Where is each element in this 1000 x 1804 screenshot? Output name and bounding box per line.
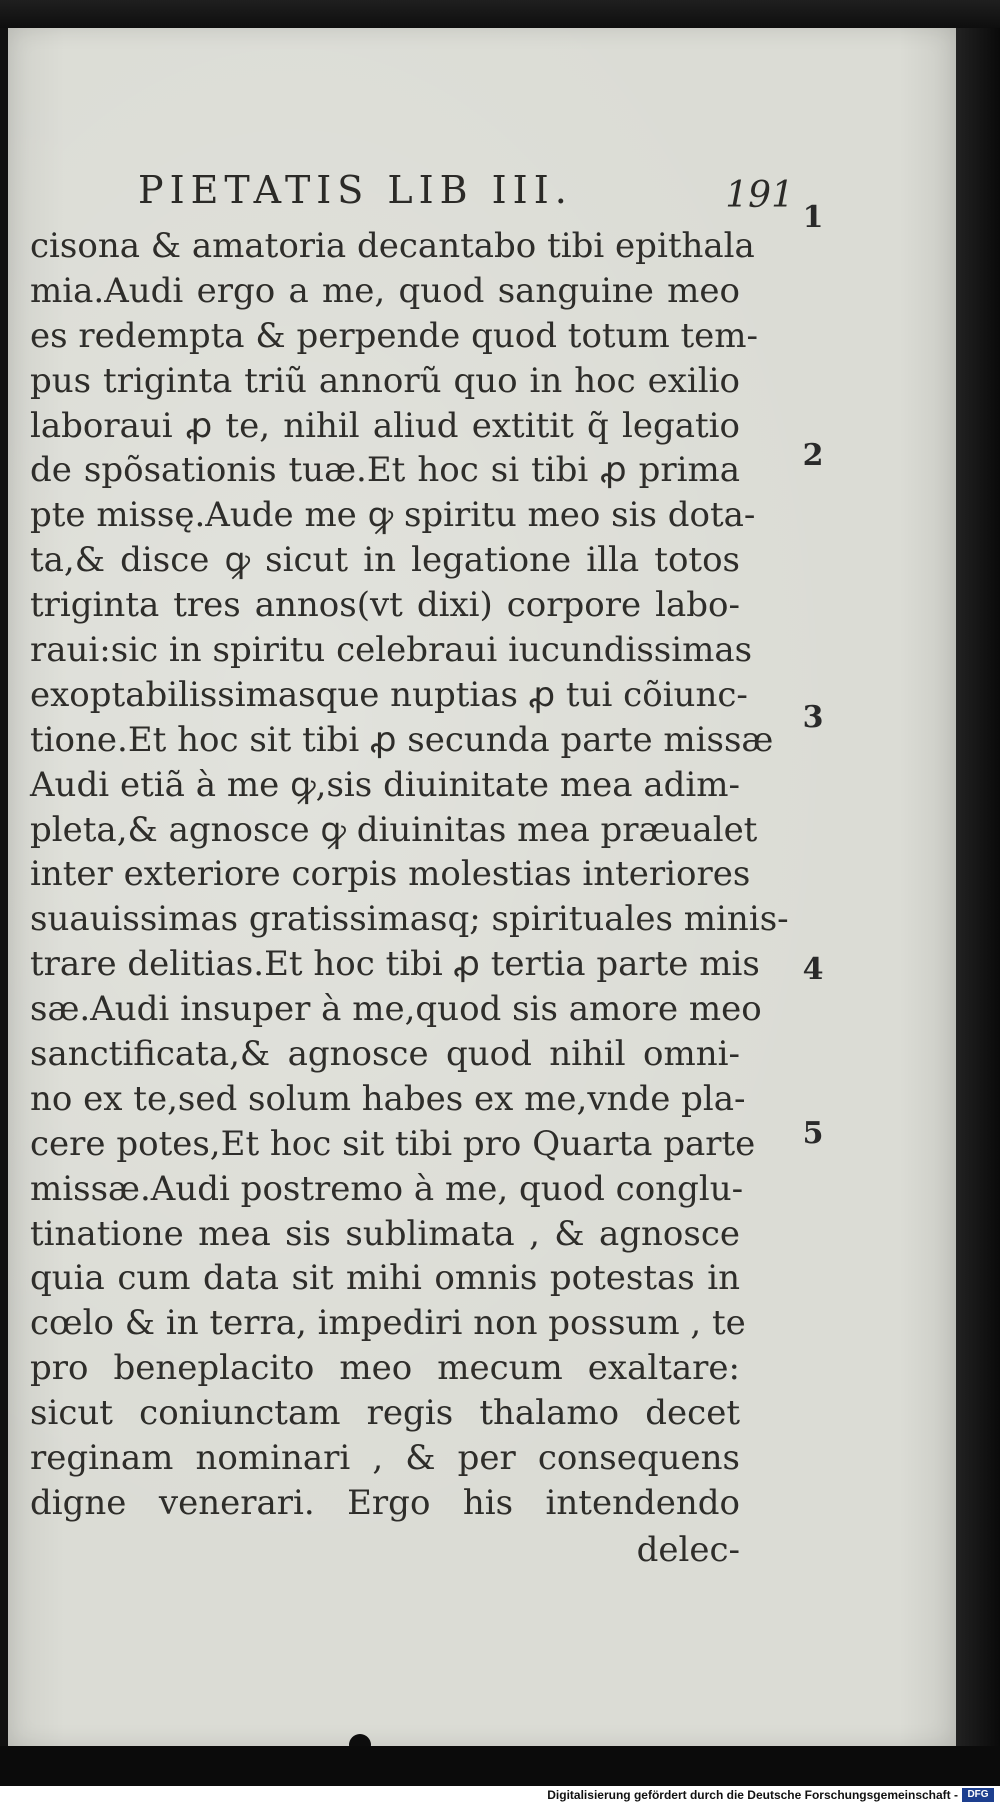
margin-numeral-2: 2 <box>802 438 824 473</box>
scan-bottom-edge <box>0 1746 1000 1786</box>
text-line: pro beneplacito meo mecum exaltare: <box>30 1348 740 1389</box>
text-line: Audi etiã à me ꝙ,sis diuinitate mea adim- <box>30 764 740 805</box>
book-page <box>8 28 956 1746</box>
funding-credit: Digitalisierung gefördert durch die Deutsche Forschungsgemeinschaft - <box>547 1788 958 1802</box>
text-line: reginam nominari , & per consequens <box>30 1438 740 1479</box>
margin-numeral-4: 4 <box>802 952 824 987</box>
catchword: delec- <box>636 1530 740 1570</box>
text-line: pus triginta triũ annorũ quo in hoc exilio <box>30 360 740 401</box>
text-line: trare delitias.Et hoc tibi ꝓ tertia parte mis <box>30 944 760 985</box>
running-head: PIETATIS LIB III. <box>138 168 573 212</box>
text-line: ta,& disce ꝙ sicut in legatione illa totos <box>30 540 740 581</box>
text-line: sæ.Audi insuper à me,quod sis amore meo <box>30 989 762 1030</box>
text-line: digne venerari. Ergo his intendendo <box>30 1482 740 1523</box>
digitization-footer <box>0 1786 1000 1804</box>
margin-numeral-3: 3 <box>802 700 824 735</box>
text-line: tinatione mea sis sublimata , & agnosce <box>30 1213 740 1254</box>
text-line: laboraui ꝓ te, nihil aliud extitit q̃ legatio <box>30 405 740 446</box>
text-line: sicut coniunctam regis thalamo decet <box>30 1393 740 1434</box>
text-line: de spõsationis tuæ.Et hoc si tibi ꝓ prima <box>30 450 740 491</box>
text-line: cere potes,Et hoc sit tibi pro Quarta parte <box>30 1123 756 1164</box>
text-line: missæ.Audi postremo à me, quod conglu- <box>30 1168 744 1209</box>
text-line: sanctificata,& agnosce quod nihil omni- <box>30 1034 740 1075</box>
page-number: 191 <box>725 175 794 216</box>
text-line: no ex te,sed solum habes ex me,vnde pla- <box>30 1078 746 1119</box>
text-line: pleta,& agnosce ꝙ diuinitas mea præualet <box>30 809 758 850</box>
page-edge-shadow <box>956 28 1000 1746</box>
text-line: quia cum data sit mihi omnis potestas in <box>30 1258 740 1299</box>
text-line: suauissimas gratissimasq; spirituales minis- <box>30 899 789 940</box>
text-line: pte missę.Aude me ꝙ spiritu meo sis dota- <box>30 495 756 536</box>
margin-numeral-5: 5 <box>802 1116 824 1151</box>
text-line: raui:sic in spiritu celebraui iucundissimas <box>30 630 753 671</box>
margin-numeral-1: 1 <box>802 200 824 235</box>
text-line: exoptabilissimasque nuptias ꝓ tui cõiunc- <box>30 674 748 715</box>
text-line: inter exteriore corpis molestias interiores <box>30 854 751 895</box>
text-line: tione.Et hoc sit tibi ꝓ secunda parte missæ <box>30 719 774 760</box>
dfg-logo: DFG <box>962 1788 994 1802</box>
scan-top-edge <box>0 0 1000 28</box>
body-text <box>30 224 789 1526</box>
text-line: cisona & amatoria decantabo tibi epithala <box>30 226 755 266</box>
text-line: triginta tres annos(vt dixi) corpore labo- <box>30 585 740 626</box>
text-line: es redempta & perpende quod totum tem- <box>30 315 759 356</box>
text-line: cœlo & in terra, impediri non possum , te <box>30 1303 746 1344</box>
text-line: mia.Audi ergo a me, quod sanguine meo <box>30 270 740 311</box>
